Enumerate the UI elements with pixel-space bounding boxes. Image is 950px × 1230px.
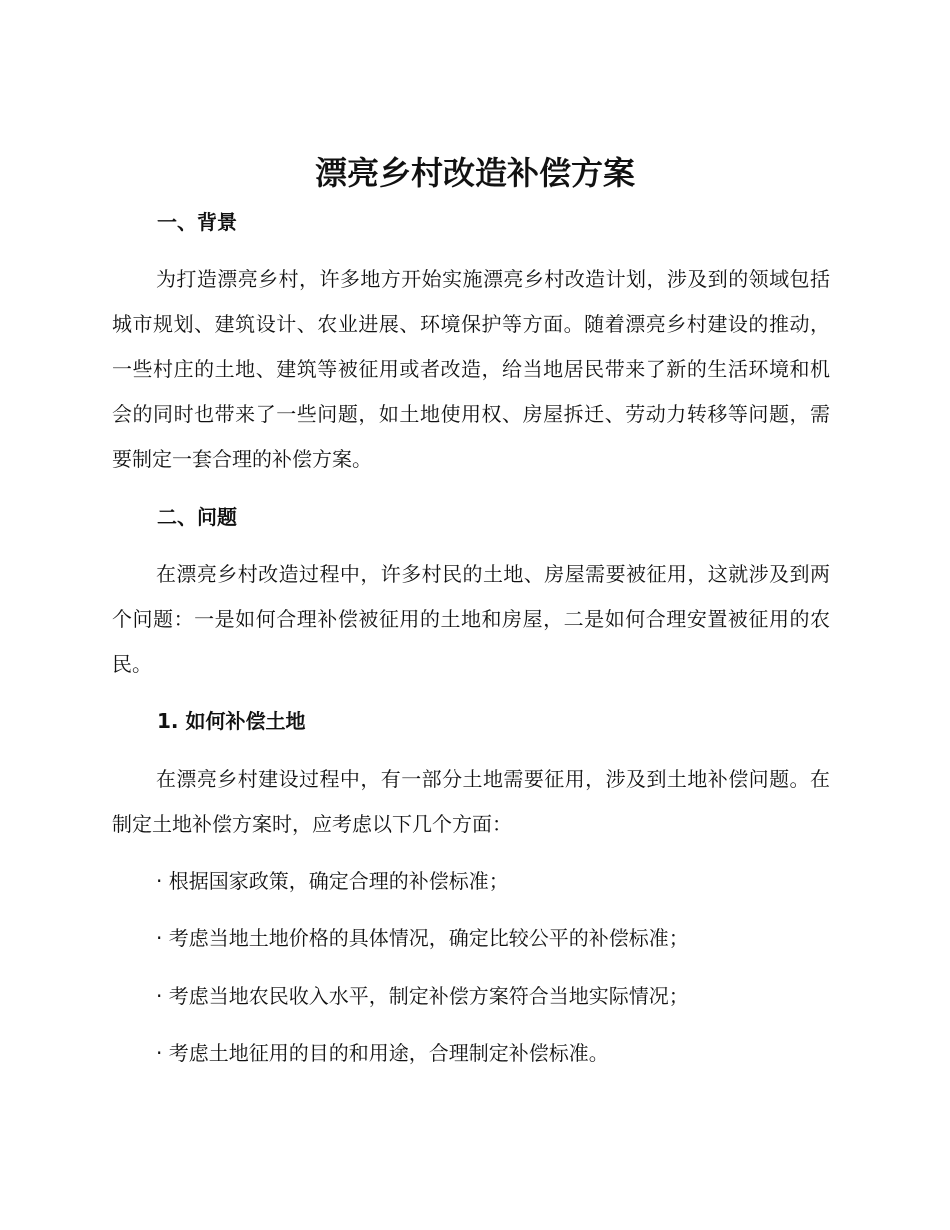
document-title: 漂亮乡村改造补偿方案 (314, 154, 635, 192)
list-item: · 考虑土地征用的目的和用途，合理制定补偿标准。 (156, 1041, 609, 1065)
problem-paragraph: 在漂亮乡村改造过程中，许多村民的土地、房屋需要被征用，这就涉及到两个问题：一是如何合理补偿被征用的土地和房屋，二是如何合理安置被征用的农民。 (112, 562, 830, 676)
subsection-heading-land-compensation: 1. 如何补偿土地 (157, 709, 306, 733)
list-item: · 根据国家政策，确定合理的补偿标准； (156, 869, 509, 893)
background-paragraph: 为打造漂亮乡村，许多地方开始实施漂亮乡村改造计划，涉及到的领域包括城市规划、建筑设计、农业进展、环境保护等方面。随着漂亮乡村建设的推动，一些村庄的土地、建筑等被征用或者改造，给当地居民带来了新的生活环境和机会的同时也带来了一些问题，如土地使用权、房屋拆迁、劳动力转移等问题，需要制定一套合理的补偿方案。 (112, 267, 830, 471)
list-item: · 考虑当地土地价格的具体情况，确定比较公平的补偿标准； (156, 926, 689, 950)
list-item: · 考虑当地农民收入水平，制定补偿方案符合当地实际情况； (156, 984, 689, 1008)
section-heading-problem: 二、问题 (157, 505, 237, 529)
land-compensation-paragraph: 在漂亮乡村建设过程中，有一部分土地需要征用，涉及到土地补偿问题。在制定土地补偿方案时，应考虑以下几个方面： (112, 767, 830, 836)
section-heading-background: 一、背景 (157, 210, 237, 234)
